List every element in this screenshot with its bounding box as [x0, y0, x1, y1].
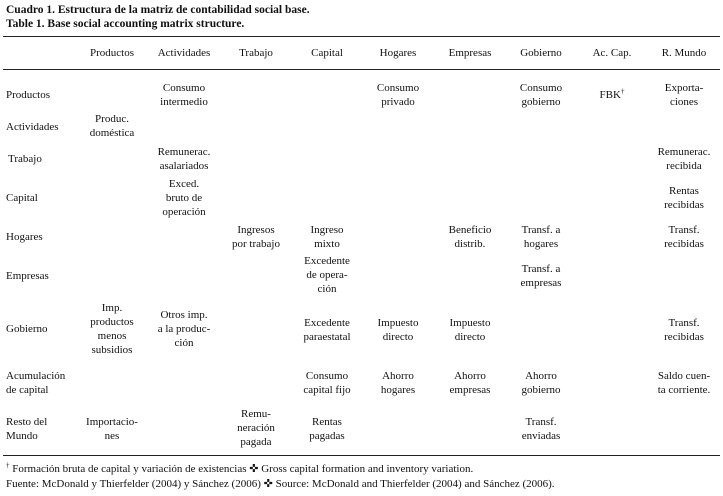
footnote-source: Fuente: McDonald y Thierfelder (2004) y Sánchez (2006) ✜ Source: McDonald and Thierfelder (2004) and Sánchez (2006). — [6, 478, 555, 490]
cell-trabajo-actividades: Remunerac. asalariados — [157, 146, 211, 172]
cell-gobierno-productos: Imp. productos menos subsidios — [90, 302, 134, 356]
cell-capital-actividades: Exced. bruto de operación — [162, 178, 206, 218]
cell-hogares-empresas: Beneficio distrib. — [448, 224, 492, 250]
col-header-r-mundo: R. Mundo — [661, 47, 707, 59]
cell-productos-actividades: Consumo intermedio — [160, 82, 208, 108]
row-label-trabajo: Trabajo — [8, 153, 42, 165]
cell-productos-hogares: Consumo privado — [376, 82, 420, 108]
cell-hogares-capital: Ingreso mixto — [310, 224, 344, 250]
cell-acumulacion-gobierno: Ahorro gobierno — [521, 370, 561, 396]
cell-hogares-r-mundo: Transf. recibidas — [664, 224, 704, 250]
table-caption — [6, 3, 310, 31]
cell-trabajo-r-mundo: Remunerac. recibida — [657, 146, 711, 172]
cell-acumulacion-r-mundo: Saldo cuen- ta corriente. — [657, 370, 711, 396]
cell-resto-gobierno: Transf. enviadas — [521, 416, 561, 442]
dagger-footnote-mark: † — [620, 87, 625, 96]
table-footnotes — [6, 462, 555, 492]
cell-gobierno-actividades: Otros imp. a la produc- ción — [157, 309, 211, 349]
cell-capital-r-mundo: Rentas recibidas — [664, 185, 704, 211]
row-label-productos: Productos — [6, 89, 50, 101]
cell-resto-productos: Importacio- nes — [86, 416, 138, 442]
row-label-actividades: Actividades — [6, 121, 59, 133]
title-spanish: Cuadro 1. Estructura de la matriz de contabilidad social base. — [6, 4, 310, 16]
col-header-capital: Capital — [311, 47, 343, 59]
cell-actividades-productos: Produc. doméstica — [89, 113, 135, 139]
cell-empresas-gobierno: Transf. a empresas — [520, 263, 562, 289]
cell-acumulacion-empresas: Ahorro empresas — [449, 370, 491, 396]
col-header-actividades: Actividades — [157, 47, 211, 59]
cell-productos-r-mundo: Exporta- ciones — [664, 82, 704, 108]
footnote-dagger: † Formación bruta de capital y variación de existencias ✜ Gross capital formation and inventory variation. — [6, 461, 474, 475]
top-rule — [3, 36, 720, 37]
cell-productos-ac-cap: FBK† — [599, 87, 625, 101]
col-header-empresas: Empresas — [448, 47, 492, 59]
row-label-empresas: Empresas — [6, 270, 49, 282]
cell-gobierno-r-mundo: Transf. recibidas — [664, 317, 704, 343]
row-label-gobierno: Gobierno — [6, 323, 48, 335]
cell-empresas-capital: Excedente de opera- ción — [304, 255, 350, 295]
cell-gobierno-capital: Excedente paraestatal — [303, 317, 351, 343]
row-label-hogares: Hogares — [6, 231, 43, 243]
row-label-resto-del-mundo: Resto del Mundo — [6, 416, 48, 442]
cell-resto-trabajo: Remu- neración pagada — [237, 408, 275, 448]
header-rule — [3, 69, 720, 70]
cell-hogares-trabajo: Ingresos por trabajo — [232, 224, 280, 250]
col-header-trabajo: Trabajo — [239, 47, 273, 59]
bottom-rule — [3, 455, 720, 456]
row-label-acumulacion: Acumulación de capital — [6, 370, 66, 396]
col-header-hogares: Hogares — [379, 47, 417, 59]
cell-productos-gobierno: Consumo gobierno — [519, 82, 563, 108]
cell-acumulacion-capital: Consumo capital fijo — [303, 370, 351, 396]
cell-gobierno-empresas: Impuesto directo — [449, 317, 491, 343]
cell-resto-capital: Rentas pagadas — [309, 416, 345, 442]
title-english: Table 1. Base social accounting matrix structure. — [6, 18, 245, 30]
cell-acumulacion-hogares: Ahorro hogares — [380, 370, 416, 396]
cell-hogares-gobierno: Transf. a hogares — [521, 224, 561, 250]
row-label-capital: Capital — [6, 192, 38, 204]
col-header-ac-cap: Ac. Cap. — [592, 47, 632, 59]
col-header-gobierno: Gobierno — [520, 47, 562, 59]
col-header-productos: Productos — [90, 47, 134, 59]
cell-gobierno-hogares: Impuesto directo — [377, 317, 419, 343]
